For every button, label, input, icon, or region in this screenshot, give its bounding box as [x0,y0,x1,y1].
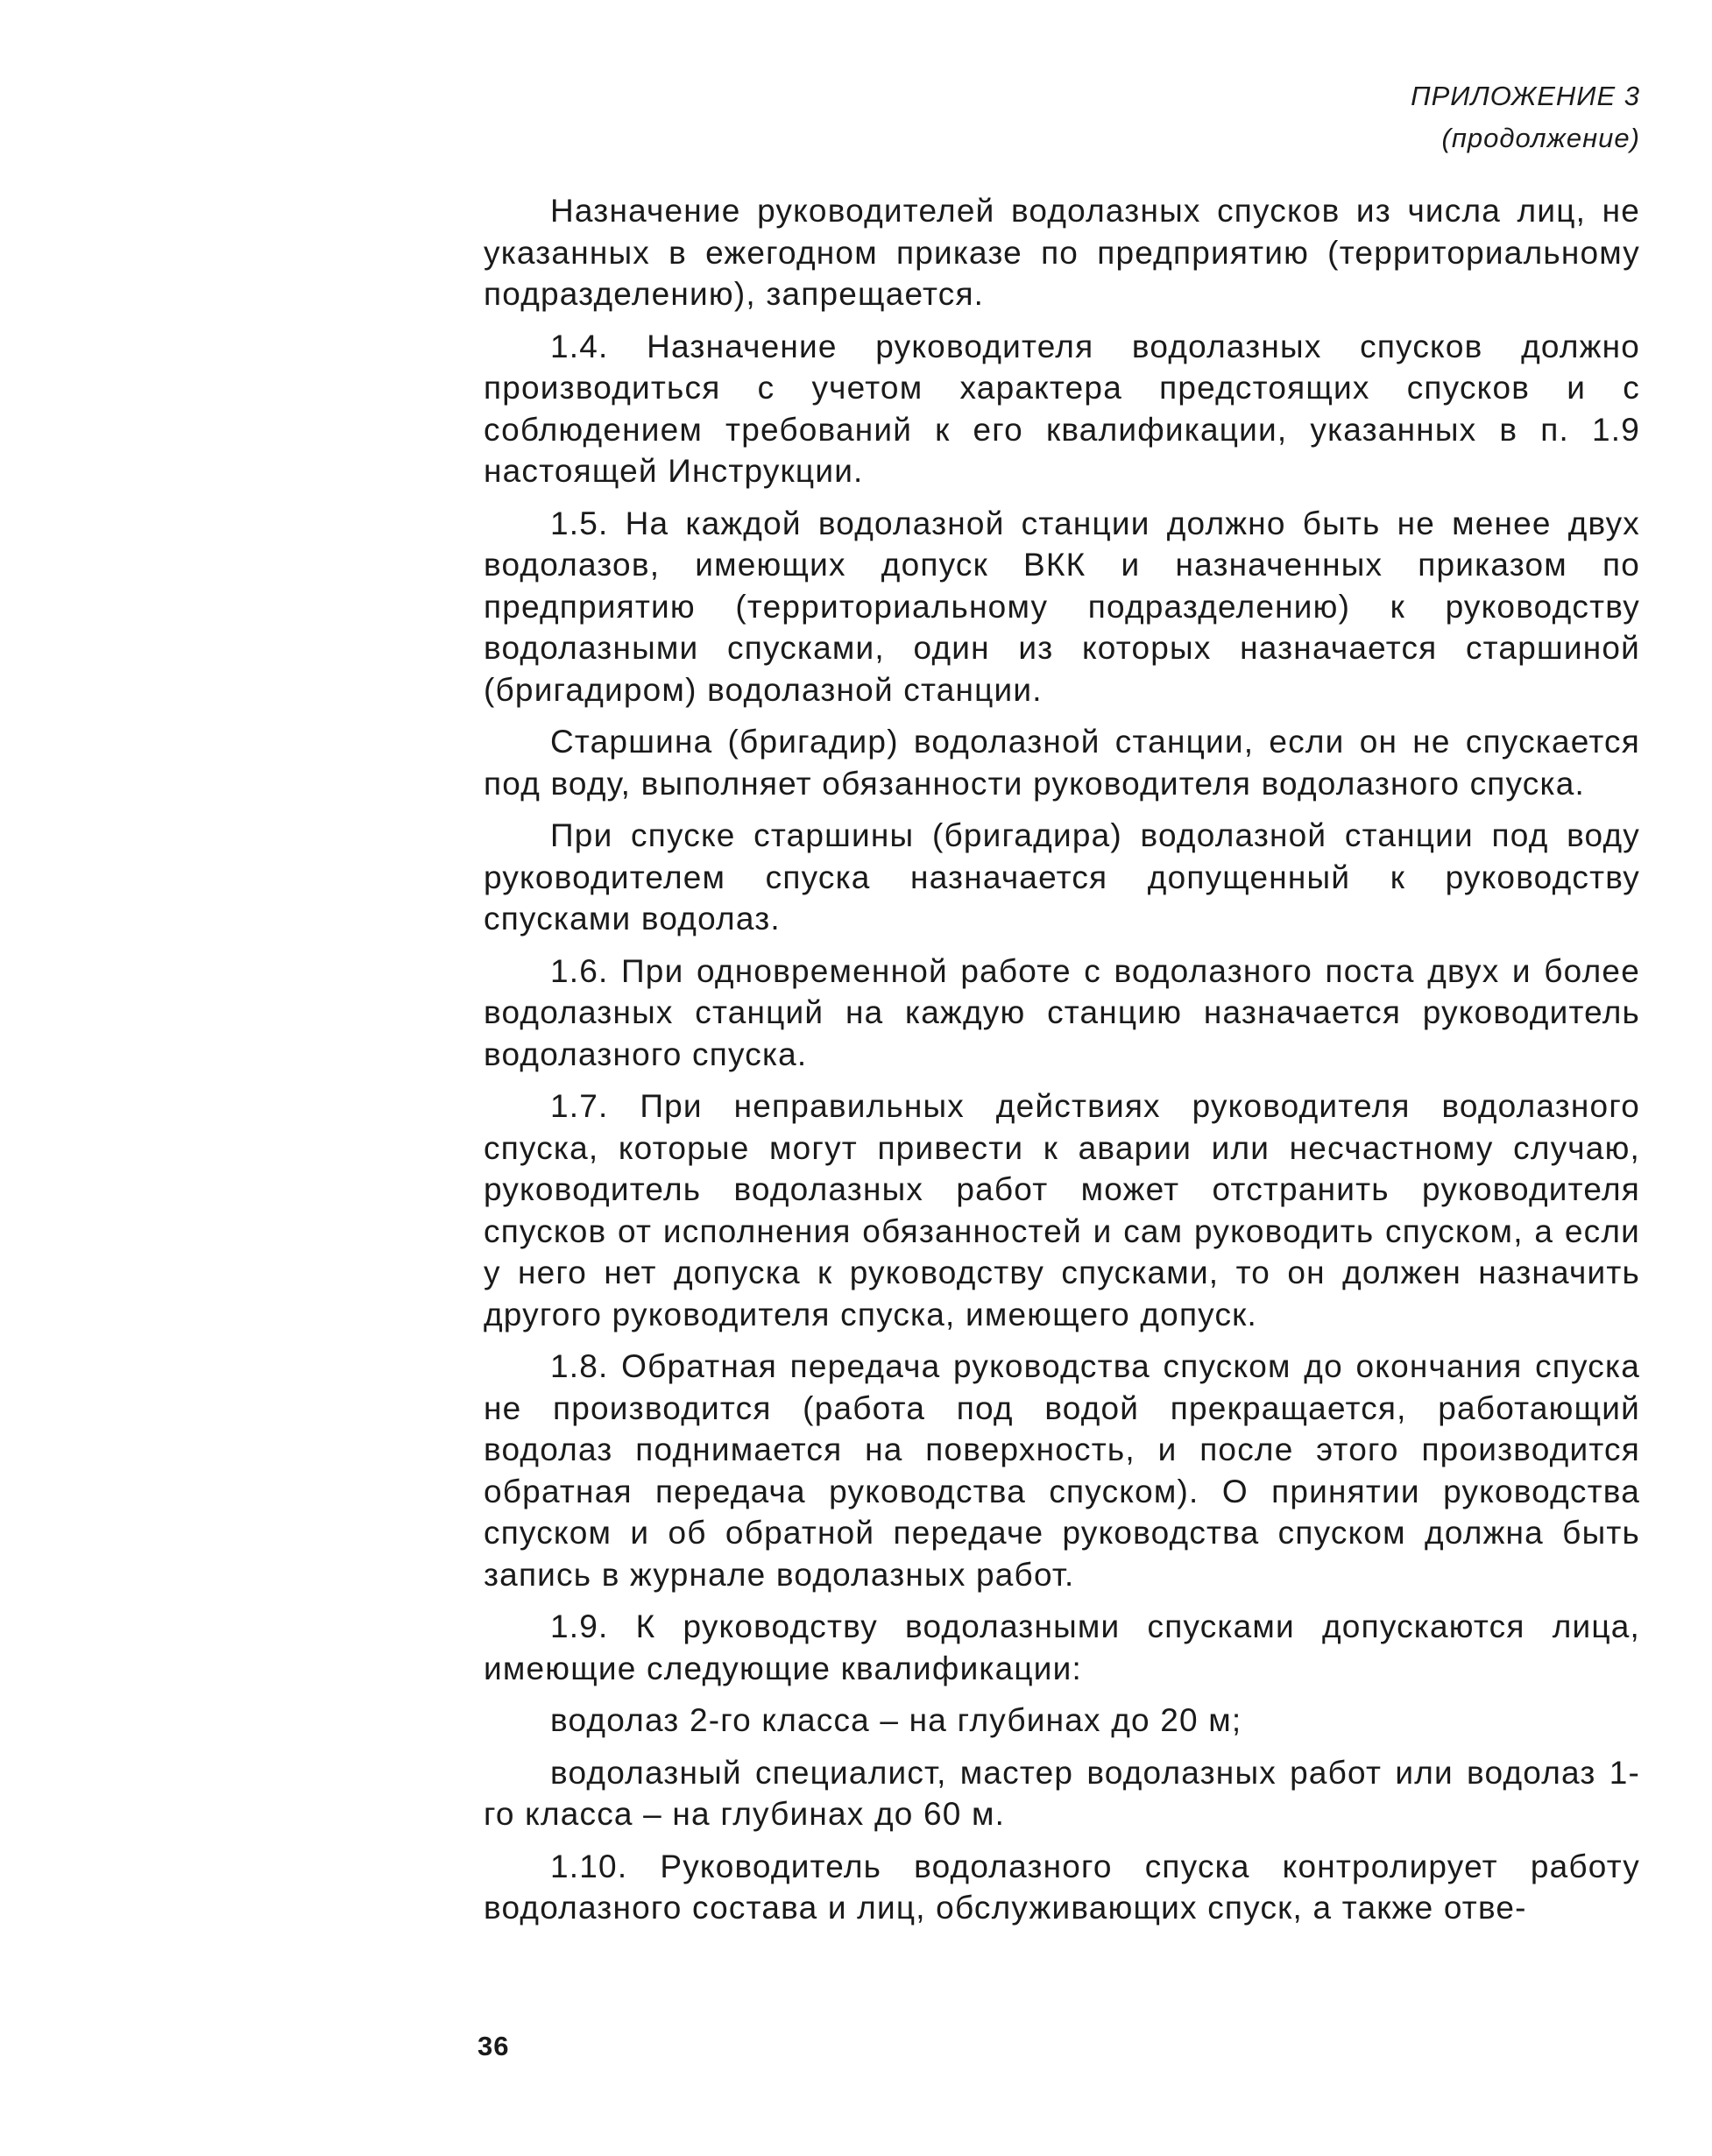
paragraph-1-4: 1.4. Назначение руководителя водолазных спусков должно производиться с учетом характера предстоящих спусков и с соблюдением требований к его квалификации, указанных в п. 1.9 настоящей Инструкции. [484,328,1640,489]
paragraph-1-5: 1.5. На каждой водолазной станции должно быть не менее двух водолазов, имеющих допуск ВКК и назначенных приказом по предприятию (территориальному подразделению) к руководству водолазными спусками, один из которых назначается старшиной (бригадиром) водолазной станции. [484,505,1640,708]
appendix-header [1411,75,1640,159]
page-number: 36 [478,2031,510,2061]
paragraph-1-8: 1.8. Обратная передача руководства спуском до окончания спуска не производится (работа под водой прекращается, работающий водолаз поднимается на поверхность, и после этого производится обратная передача руководства спуском). О принятии руководства спуском и об обратной передаче руководства спуском должна быть запись в журнале водолазных работ. [484,1348,1640,1593]
paragraph-1-7: 1.7. При неправильных действиях руководителя водолазного спуска, которые могут привести к аварии или несчастному случаю, руководитель водолазных работ может отстранить руководителя спусков от исполнения обязанностей и сам руководить спуском, а если у него нет допуска к руководству спусками, то он должен назначить другого руководителя спуска, имеющего допуск. [484,1088,1640,1332]
paragraph-1-9: 1.9. К руководству водолазными спусками допускаются лица, имеющие следующие квалификации: [484,1608,1640,1686]
paragraph-foreman-descent: При спуске старшины (бригадира) водолазной станции под воду руководителем спуска назначается допущенный к руководству спусками водолаз. [484,817,1640,937]
paragraph-appointment-restriction: Назначение руководителей водолазных спусков из числа лиц, не указанных в ежегодном приказе по предприятию (территориальному подразделению), запрещается. [484,193,1640,312]
paragraph-foreman-duties: Старшина (бригадир) водолазной станции, если он не спускается под воду, выполняет обязанности руководителя водолазного спуска. [484,724,1640,802]
paragraph-1-10: 1.10. Руководитель водолазного спуска контролирует работу водолазного состава и лиц, обслуживающих спуск, а также отве- [484,1848,1640,1926]
paragraph-1-6: 1.6. При одновременной работе с водолазного поста двух и более водолазных станций на каждую станцию назначается руководитель водолазного спуска. [484,952,1640,1072]
qualification-class-2: водолаз 2-го класса – на глубинах до 20 м; [550,1702,1242,1738]
qualification-class-1: водолазный специалист, мастер водолазных работ или водолаз 1-го класса – на глубинах до 60 м. [484,1754,1640,1832]
appendix-continuation: (продолжение) [1441,123,1640,153]
appendix-title: ПРИЛОЖЕНИЕ 3 [1411,81,1640,111]
body-text [484,190,1640,1929]
